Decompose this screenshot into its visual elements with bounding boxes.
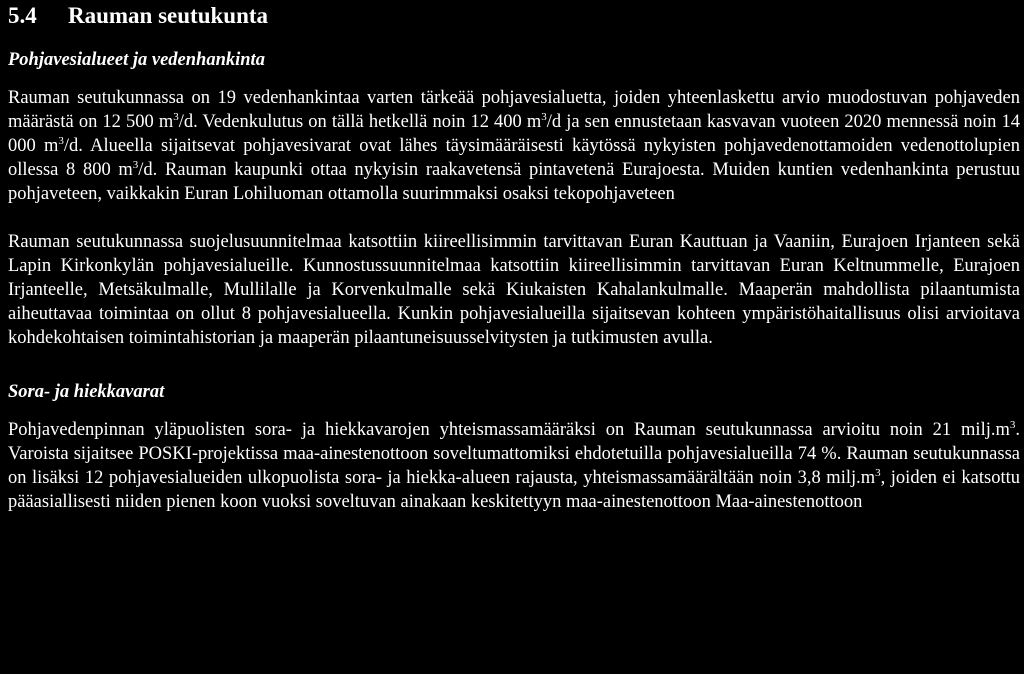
- text-segment: /d. Rauman kaupunki ottaa nykyisin raakavetensä pintavetenä Eurajoesta. Muiden kuntien vedenhankinta perustuu pohjaveteen, vaikkakin Euran Lohiluoman ottamolla suurimmaksi osaksi tekopohjaveteen: [8, 160, 1020, 204]
- text-segment: . Varoista sijaitsee POSKI-projektissa maa-ainestenottoon soveltumattomiksi ehdotetuilla pohjavesialueilla 74 %. Rauman seutukunnassa on lisäksi 12 pohjavesialueiden ulkopuolista sora- ja hiekka-alueen rajausta, yhteismassamäärältään noin 3,8 milj.m: [8, 420, 1020, 488]
- superscript: 3: [132, 158, 139, 171]
- text-segment: , joiden ei katsottu pääasiallisesti niiden pienen koon vuoksi soveltuvan ainakaan keskitettyyn maa-ainestenottoon Maa-ainestenottoon: [8, 468, 1020, 512]
- text-segment: Rauman seutukunnassa on 19 vedenhankintaa varten tärkeää pohjavesialuetta, joiden yhteenlaskettu arvio muodostuvan pohjaveden määrästä on 12 500 m: [8, 88, 1020, 132]
- text-segment: /d. Alueella sijaitsevat pohjavesivarat ovat lähes täysimääräisesti käytössä nykyisten pohjavedenottamoiden vedenottolupien ollessa 8 800 m: [8, 136, 1021, 180]
- subsection-title-groundwater: Pohjavesialueet ja vedenhankinta: [8, 50, 265, 70]
- superscript: 3: [173, 110, 179, 123]
- superscript: 3: [1009, 418, 1016, 431]
- subsection-title-gravel-sand: Sora- ja hiekkavarat: [8, 382, 165, 402]
- superscript: 3: [875, 466, 881, 479]
- superscript: 3: [58, 134, 64, 147]
- text-segment: Pohjavedenpinnan yläpuolisten sora- ja hiekkavarojen yhteismassamääräksi on Rauman seutukunnassa arvioitu noin 21 milj.m: [8, 420, 1010, 440]
- paragraph-protection-plans: Rauman seutukunnassa suojelusuunnitelmaa katsottiin kiireellisimmin tarvittavan Euran Kauttuan ja Vaaniin, Eurajoen Irjanteen sekä Lapin Kirkonkylän pohjavesialueille. Kunnostussuunnitelmaa katsottiin kiireellisimmin tarvittavan Euran Keltnummelle, Eurajoen Irjanteelle, Metsäkulmalle, Mullilalle ja Korvenkulmalle sekä Kiukaisten Kahalankulmalle. Maaperän mahdollista pilaantumista aiheuttavaa toimintaa on ollut 8 pohjavesialueella. Kunkin pohjavesialueilla sijaitsevan kohteen ympäristöhaitallisuus olisi arvioitava kohdekohtaisen toimintahistorian ja maaperän pilaantuneisuusselvitysten ja tutkimusten avulla.: [8, 232, 1020, 348]
- section-number: 5.4: [8, 3, 37, 28]
- superscript: 3: [541, 110, 547, 123]
- text-segment: /d. Vedenkulutus on tällä hetkellä noin 12 400 m: [178, 112, 542, 132]
- section-heading: [8, 0, 1020, 34]
- paragraph-gravel-resources: [8, 418, 1020, 514]
- text-segment: /d ja sen ennustetaan kasvavan vuoteen 2020 mennessä noin 14 000 m: [8, 112, 1020, 156]
- paragraph-water-supply: [8, 86, 1020, 206]
- section-title: Rauman seutukunta: [68, 3, 269, 28]
